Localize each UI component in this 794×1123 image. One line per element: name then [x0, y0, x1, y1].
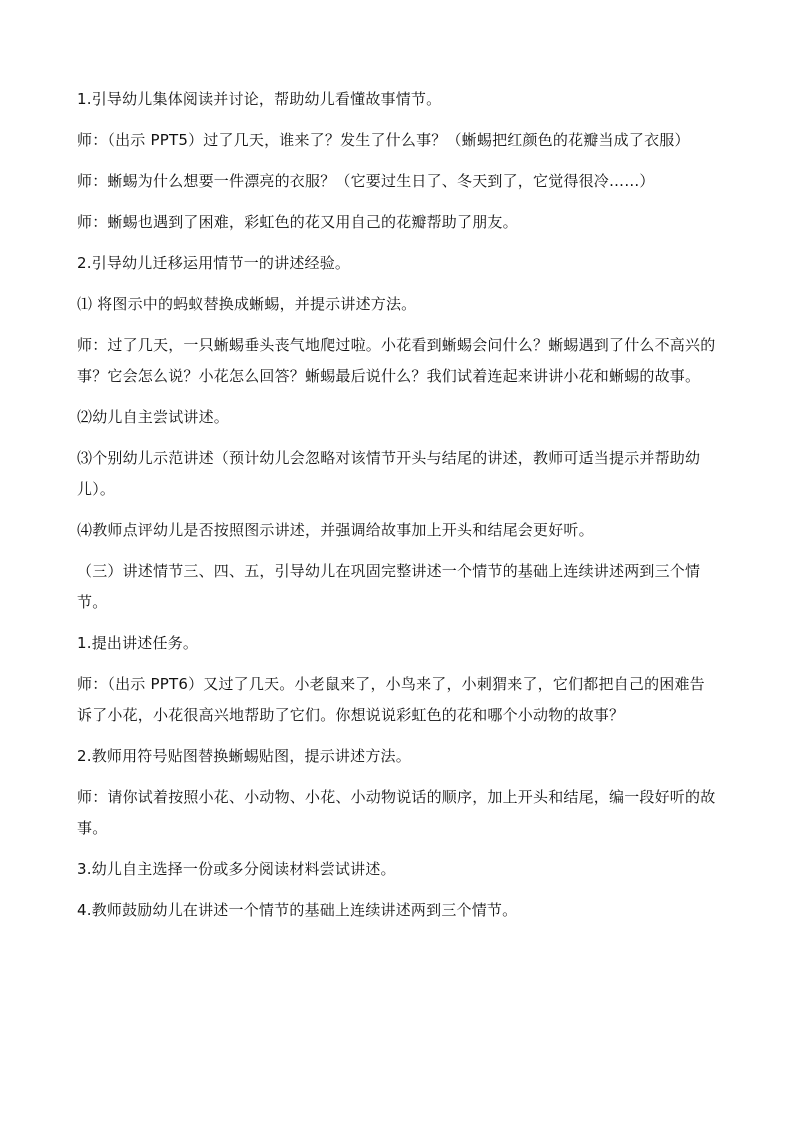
- paragraph-substep-2: ⑵幼儿自主尝试讲述。: [77, 408, 230, 426]
- paragraph-substep-3: ⑶个别幼儿示范讲述（预计幼儿会忽略对该情节开头与结尾的讲述，教师可适当提示并帮助幼儿）。: [77, 449, 701, 498]
- paragraph-teacher-summary: 师：蜥蜴也遇到了困难，彩虹色的花又用自己的花瓣帮助了朋友。: [77, 213, 518, 231]
- paragraph-task-2: 2.教师用符号贴图替换蜥蜴贴图，提示讲述方法。: [77, 747, 411, 765]
- paragraph-teacher-question: 师：蜥蜴为什么想要一件漂亮的衣服？（它要过生日了、冬天到了，它觉得很冷……）: [77, 172, 655, 190]
- paragraph-teacher-ppt6: 师：（出示 PPT6）又过了几天。小老鼠来了，小鸟来了，小刺猬来了，它们都把自己的困难告诉了小花，小花很高兴地帮助了它们。你想说说彩虹色的花和哪个小动物的故事？: [77, 675, 705, 724]
- paragraph-teacher-prompt: 师：过了几天，一只蜥蜴垂头丧气地爬过啦。小花看到蜥蜴会问什么？蜥蜴遇到了什么不高兴的事？它会怎么说？小花怎么回答？蜥蜴最后说什么？我们试着连起来讲讲小花和蜥蜴的故事。: [77, 336, 716, 385]
- paragraph-teacher-ppt5: 师：（出示 PPT5）过了几天，谁来了？发生了什么事？（蜥蜴把红颜色的花瓣当成了衣服）: [77, 131, 690, 149]
- paragraph-step-1: 1.引导幼儿集体阅读并讨论，帮助幼儿看懂故事情节。: [77, 90, 442, 108]
- paragraph-task-3: 3.幼儿自主选择一份或多分阅读材料尝试讲述。: [77, 860, 396, 878]
- paragraph-substep-4: ⑷教师点评幼儿是否按照图示讲述，并强调给故事加上开头和结尾会更好听。: [77, 521, 594, 539]
- paragraph-task-1: 1.提出讲述任务。: [77, 634, 199, 652]
- paragraph-task-4: 4.教师鼓励幼儿在讲述一个情节的基础上连续讲述两到三个情节。: [77, 901, 518, 919]
- paragraph-section-3: （三）讲述情节三、四、五，引导幼儿在巩固完整讲述一个情节的基础上连续讲述两到三个情节。: [77, 562, 701, 611]
- document-body: [77, 84, 717, 926]
- paragraph-substep-1: ⑴ 将图示中的蚂蚁替换成蜥蜴，并提示讲述方法。: [77, 295, 417, 313]
- paragraph-teacher-order: 师：请你试着按照小花、小动物、小花、小动物说话的顺序，加上开头和结尾，编一段好听的故事。: [77, 788, 716, 837]
- paragraph-step-2: 2.引导幼儿迁移运用情节一的讲述经验。: [77, 254, 351, 272]
